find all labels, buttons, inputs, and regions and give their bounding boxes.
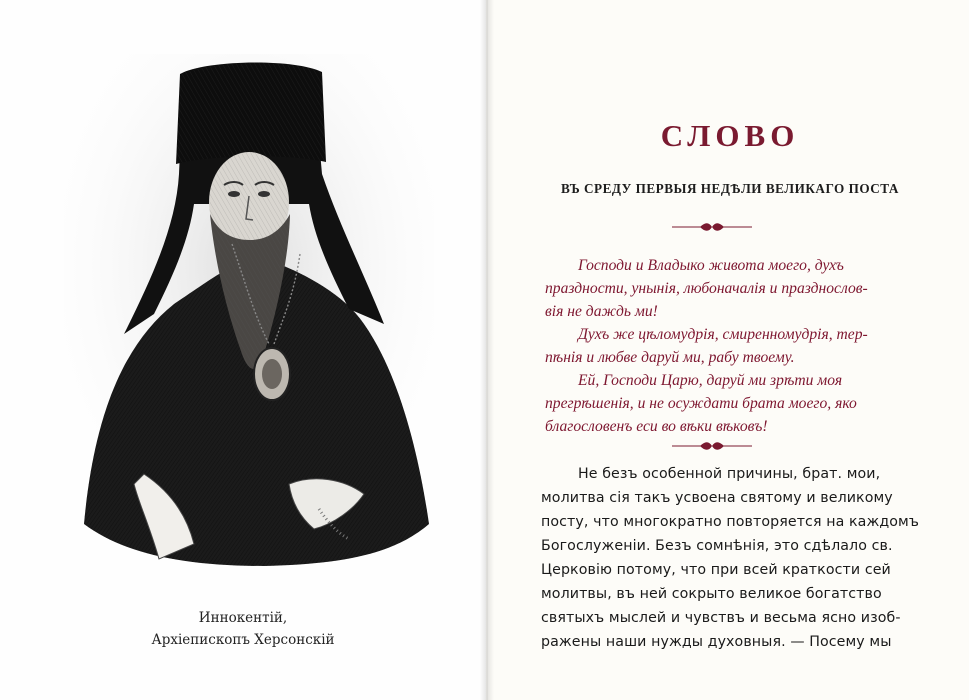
body-text-line: молитва сія такъ усвоена святому и великому (541, 490, 893, 506)
prayer-line: Ей, Господи Царю, даруй ми зрѣти моя (578, 372, 843, 389)
ornament-divider-top (672, 222, 752, 232)
prayer-line: пѣнія и любве даруй ми, рабу твоему. (545, 349, 795, 366)
prayer-line: праздности, унынія, любоначалія и празднослов- (545, 280, 868, 297)
body-text-line: Церковію потому, что при всей краткости сей (541, 562, 891, 578)
body-text-line: Не безъ особенной причины, брат. мои, (578, 466, 881, 482)
portrait-engraving (64, 54, 434, 584)
prayer-line: благословенъ еси во вѣки вѣковъ! (545, 418, 768, 435)
body-text-line: святыхъ мыслей и чувствъ и весьма ясно изоб- (541, 610, 901, 626)
portrait-caption-title: Архіепископъ Херсонскій (151, 632, 335, 648)
body-text-line: посту, что многократно повторяется на каждомъ (541, 514, 919, 530)
prayer-line: Господи и Владыко живота моего, духъ (578, 257, 844, 274)
prayer-line: Духъ же цѣломудрія, смиренномудрія, тер- (578, 326, 868, 343)
ornament-divider-bottom (672, 441, 752, 451)
body-text-line: Богослуженіи. Безъ сомнѣнія, это сдѣлало св. (541, 538, 893, 554)
portrait-caption-name: Иннокентій, (198, 610, 288, 626)
sermon-subtitle: ВЪ СРЕДУ ПЕРВЫЯ НЕДѢЛИ ВЕЛИКАГО ПОСТА (561, 181, 899, 196)
body-text-line: молитвы, въ ней сокрыто великое богатство (541, 586, 882, 602)
sermon-title: СЛОВО (660, 118, 800, 153)
prayer-line: прегрѣшенія, и не осуждати брата моего, яко (545, 395, 857, 412)
body-text-line: ражены наши нужды духовныя. — Посему мы (541, 634, 892, 650)
book-gutter (480, 0, 494, 700)
prayer-line: вія не даждь ми! (545, 303, 658, 320)
